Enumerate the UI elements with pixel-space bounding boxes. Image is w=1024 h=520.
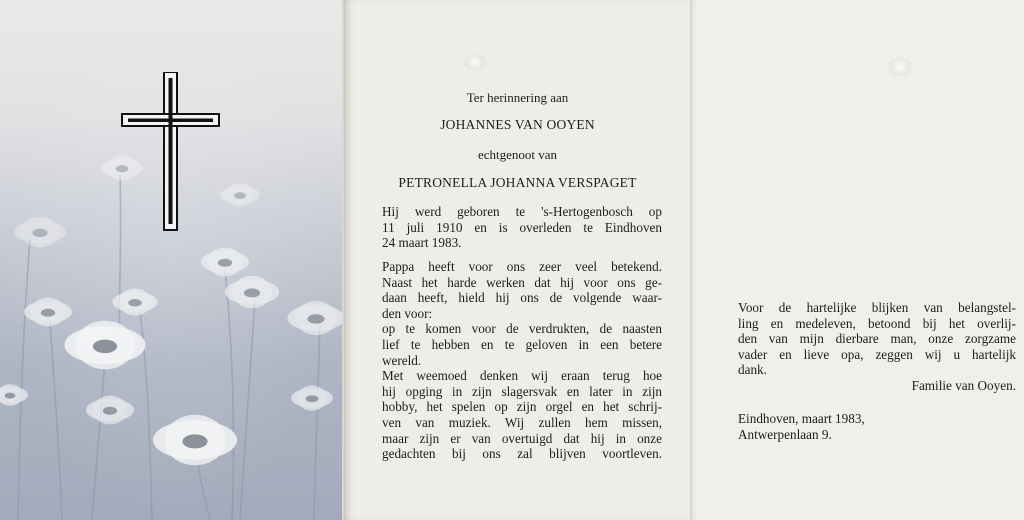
text-line: gedachten bij ons zal blijven voortleven. — [382, 446, 662, 462]
text-line: Met weemoed denken wij eraan terug hoe — [382, 368, 662, 384]
place-date-line: Eindhoven, maart 1983, — [738, 411, 865, 426]
birth-paragraph — [382, 204, 662, 251]
thanks-panel — [690, 0, 1024, 520]
text-line: wereld. — [382, 352, 422, 368]
deceased-name: JOHANNES VAN OOYEN — [440, 117, 595, 132]
text-line: Naast het harde werken dat hij voor ons ge- — [382, 274, 662, 290]
family-signature: Familie van Ooyen. — [911, 378, 1016, 393]
text-line: hobby, het spelen op zijn orgel en het schrij- — [382, 399, 662, 415]
text-line: daan heeft, hield hij ons de volgende waar- — [382, 290, 662, 306]
text-panel — [344, 0, 690, 520]
biography-paragraph — [382, 259, 662, 462]
text-line: Hij werd geboren te 's-Hertogenbosch op — [382, 204, 662, 219]
emboss-mark — [887, 58, 913, 76]
text-line: 11 juli 1910 en is overleden te Eindhoven — [382, 219, 662, 235]
text-line: dank. — [738, 362, 767, 378]
place-and-address — [738, 411, 1016, 442]
thanks-paragraph — [738, 300, 1016, 393]
text-line: vader en lieve opa, zeggen wij u hartelijk — [738, 346, 1016, 362]
emboss-mark — [463, 54, 487, 70]
text-line: hij opging in zijn slagersvak en later in zijn — [382, 383, 662, 399]
text-line: Pappa heeft voor ons zeer veel betekend. — [382, 259, 662, 274]
text-line: op te komen voor de verdrukten, de naasten — [382, 321, 662, 337]
text-line: Voor de hartelijke blijken van belangstel- — [738, 300, 1016, 315]
spouse-name: PETRONELLA JOHANNA VERSPAGET — [398, 175, 637, 190]
address-line: Antwerpenlaan 9. — [738, 426, 832, 442]
in-memory-heading: Ter herinnering aan — [466, 90, 569, 105]
latin-cross-icon — [121, 72, 221, 232]
text-line: ling en medeleven, betoond bij het overlij- — [738, 315, 1016, 331]
text-line: ven van muziek. Wij zullen hem missen, — [382, 414, 662, 430]
spouse-of-line: echtgenoot van — [477, 147, 558, 162]
text-line: maar zijn er van overtuigd dat hij in onze — [382, 430, 662, 446]
photo-panel — [0, 0, 342, 520]
text-line: den voor: — [382, 305, 433, 321]
text-line: 24 maart 1983. — [382, 235, 462, 251]
text-line: den van mijn dierbare man, onze zorgzame — [738, 331, 1016, 347]
text-line: lief te hebben en te geloven in een betere — [382, 336, 662, 352]
